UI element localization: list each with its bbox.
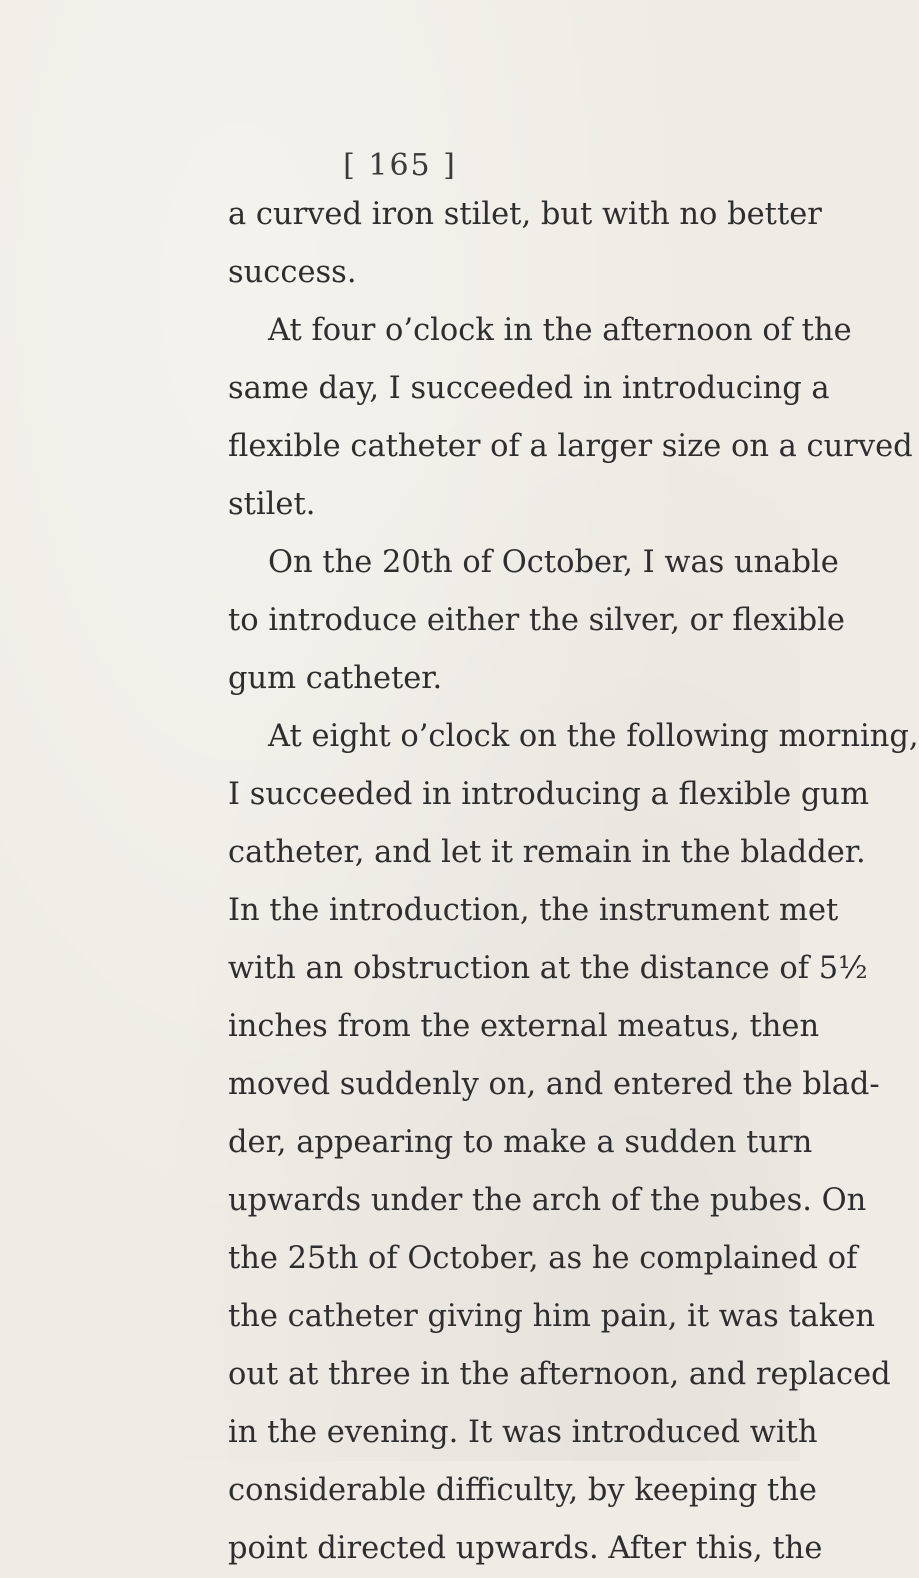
text-line: out at three in the afternoon, and replaced (228, 1357, 891, 1392)
body-text (228, 186, 919, 1578)
text-line: In the introduction, the instrument met (228, 893, 839, 928)
page-number: [ 165 ] (343, 148, 457, 183)
text-line: considerable difficulty, by keeping the (228, 1473, 817, 1508)
text-line: At eight o’clock on the following morning, (268, 719, 919, 754)
text-line: point directed upwards. After this, the (228, 1531, 823, 1566)
text-line: catheter, and let it remain in the bladder. (228, 835, 866, 870)
text-line: flexible catheter of a larger size on a curved (228, 429, 913, 464)
text-line: On the 20th of October, I was unable (268, 545, 839, 580)
text-line: same day, I succeeded in introducing a (228, 371, 830, 406)
text-line: success. (228, 255, 357, 290)
text-line: the 25th of October, as he complained of (228, 1241, 858, 1276)
text-line: upwards under the arch of the pubes. On (228, 1183, 867, 1218)
text-line: moved suddenly on, and entered the blad- (228, 1067, 880, 1102)
text-line: with an obstruction at the distance of 5½ (228, 951, 868, 986)
text-line: I succeeded in introducing a flexible gum (228, 777, 869, 812)
text-line: At four o’clock in the afternoon of the (268, 313, 852, 348)
text-line: to introduce either the silver, or flexible (228, 603, 845, 638)
text-line: the catheter giving him pain, it was taken (228, 1299, 876, 1334)
text-line: gum catheter. (228, 661, 443, 696)
text-line: in the evening. It was introduced with (228, 1415, 818, 1450)
text-line: der, appearing to make a sudden turn (228, 1125, 813, 1160)
text-line: inches from the external meatus, then (228, 1009, 820, 1044)
text-line: stilet. (228, 487, 316, 522)
text-line: a curved iron stilet, but with no better (228, 197, 822, 232)
